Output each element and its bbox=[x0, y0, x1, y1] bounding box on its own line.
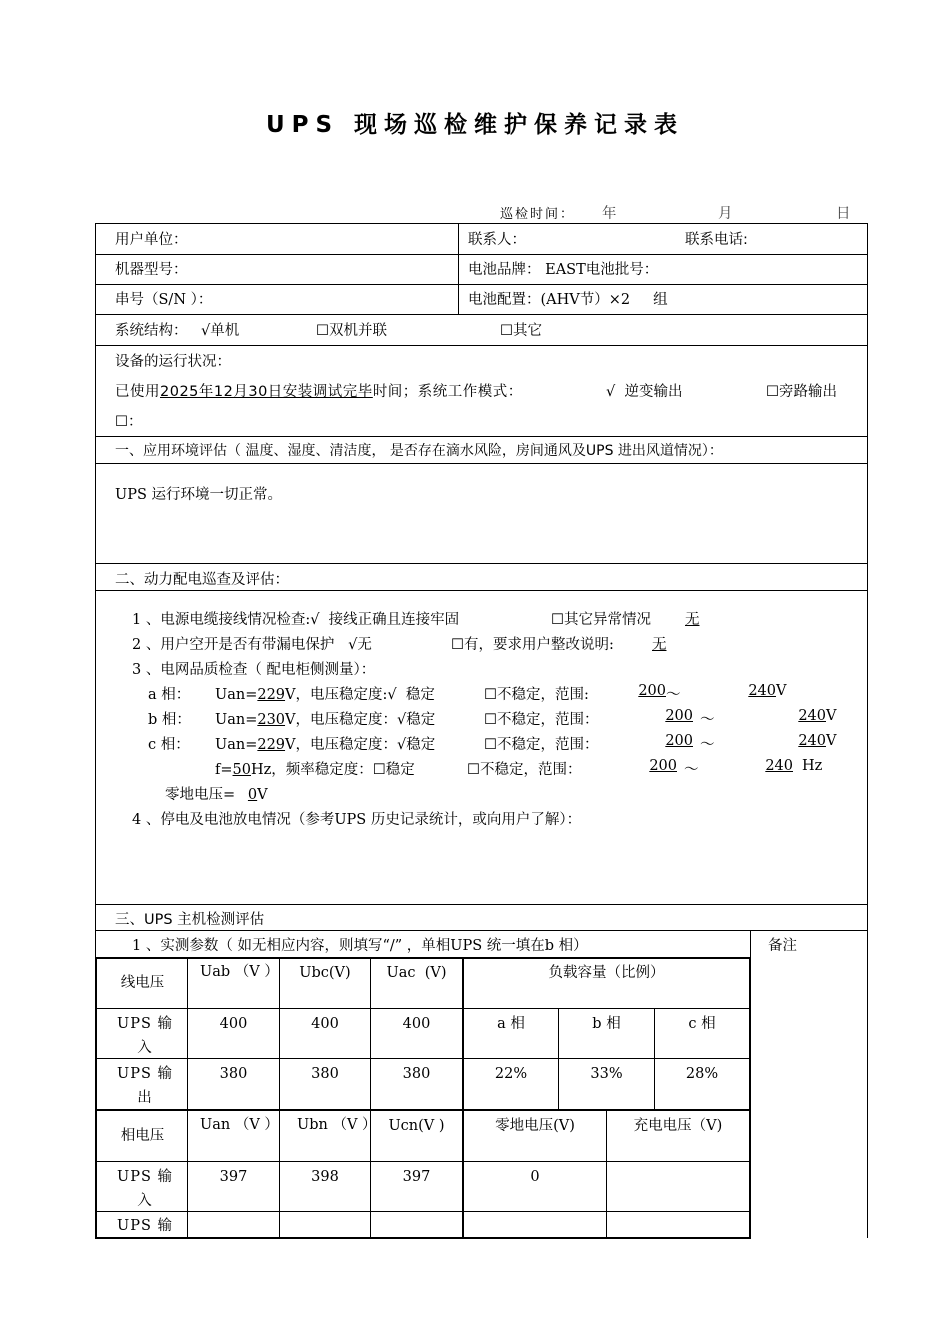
model-label: 机器型号： bbox=[115, 262, 188, 278]
inspect-day: 日 bbox=[836, 206, 851, 222]
status-line bbox=[115, 380, 523, 401]
item3-grid-quality: 3 、电网品质检查（ 配电柜侧测量）： bbox=[132, 662, 376, 678]
phase-b-unstable: ☐不稳定，范围： bbox=[484, 712, 599, 728]
phase-c-unstable: ☐不稳定，范围： bbox=[484, 737, 599, 753]
phase-a-high: 240 bbox=[748, 683, 776, 699]
frequency-high: 240 bbox=[765, 758, 793, 774]
phase-voltage-header: 相电压 bbox=[120, 1128, 165, 1144]
phone-label: 联系电话: bbox=[685, 232, 748, 248]
section3-title: 三、UPS 主机检测评估 bbox=[115, 912, 265, 928]
system-other-option: ☐其它 bbox=[500, 323, 542, 339]
ups-output-phase-label: UPS 输 bbox=[116, 1218, 174, 1234]
charge-voltage-header: 充电电压（V) bbox=[633, 1118, 723, 1134]
ubc-input-value: 400 bbox=[311, 1016, 339, 1032]
phase-a-low: 200 bbox=[638, 683, 666, 699]
frequency-tilde: ～ bbox=[684, 762, 699, 778]
inspect-year: 年 bbox=[602, 206, 617, 222]
phase-b-low: 200 bbox=[665, 708, 693, 724]
ubc-output-value: 380 bbox=[311, 1066, 339, 1082]
ubn-header: Ubn （V ） bbox=[297, 1117, 377, 1133]
neutral-input-value: 0 bbox=[530, 1169, 540, 1185]
frequency-line: f=50Hz，频率稳定度：☐稳定 bbox=[215, 762, 415, 778]
phase-c-high: 240 bbox=[798, 733, 826, 749]
uac-output-value: 380 bbox=[402, 1066, 431, 1082]
load-capacity-header: 负载容量（比例） bbox=[548, 965, 665, 981]
phase-b-uan: Uan=230V，电压稳定度：√稳定 bbox=[215, 712, 436, 728]
system-structure-label: 系统结构： bbox=[115, 323, 188, 339]
system-single-option: √单机 bbox=[201, 323, 240, 339]
system-dual-option: ☐双机并联 bbox=[316, 323, 387, 339]
phase-a-label: a 相： bbox=[148, 687, 191, 703]
load-b-value: 33% bbox=[590, 1066, 623, 1082]
ucn-header: Ucn(V ) bbox=[388, 1118, 445, 1134]
phase-c-label: c 相： bbox=[148, 737, 190, 753]
status-used-date: 2025年12月30日安装调试完毕 bbox=[160, 384, 373, 400]
contact-label: 联系人： bbox=[468, 232, 526, 248]
uab-output-value: 380 bbox=[219, 1066, 248, 1082]
mode-bypass-option: ☐旁路输出 bbox=[766, 384, 837, 400]
serial-label: 串号（S/N ）： bbox=[115, 292, 213, 308]
battery-config-label: 电池配置：(AHV节）×2 组 bbox=[468, 292, 668, 308]
phase-b-header: b 相 bbox=[592, 1016, 621, 1032]
ucn-input-value: 397 bbox=[402, 1169, 431, 1185]
phase-c-low: 200 bbox=[665, 733, 693, 749]
section2-title: 二、动力配电巡查及评估： bbox=[115, 572, 289, 588]
inspect-month: 月 bbox=[718, 206, 733, 222]
frequency-unstable: ☐不稳定，范围： bbox=[467, 762, 582, 778]
line-voltage-header: 线电压 bbox=[120, 975, 165, 991]
load-c-value: 28% bbox=[685, 1066, 719, 1082]
battery-brand-label: 电池品牌： EAST电池批号： bbox=[468, 262, 659, 278]
ups-input-phase-label: UPS 输入 bbox=[116, 1169, 174, 1209]
item4-power-outage: 4 、停电及电池放电情况（参考UPS 历史记录统计，或向用户了解）： bbox=[132, 812, 582, 828]
user-unit-label: 用户单位： bbox=[115, 232, 188, 248]
phase-b-tilde: ～ bbox=[700, 712, 715, 728]
phase-b-high: 240 bbox=[798, 708, 826, 724]
neutral-voltage-header: 零地电压(V) bbox=[495, 1118, 575, 1134]
phase-c-unit: V bbox=[826, 733, 837, 749]
phase-a-unstable: ☐不稳定，范围: bbox=[484, 687, 589, 703]
section1-content: UPS 运行环境一切正常。 bbox=[115, 487, 283, 503]
sec3-item1: 1 、实测参数（ 如无相应内容，则填写“/” ，单相UPS 统一填在b 相） bbox=[132, 938, 588, 954]
status-label: 设备的运行状况： bbox=[115, 354, 231, 370]
item2-yes: ☐有，要求用户整改说明: bbox=[451, 637, 614, 653]
status-used-prefix: 已使用 bbox=[115, 384, 160, 400]
item2-leakage: 2 、用户空开是否有带漏电保护 √无 bbox=[132, 637, 372, 653]
uan-input-value: 397 bbox=[219, 1169, 248, 1185]
page-title: UPS 现场巡检维护保养记录表 bbox=[265, 112, 685, 138]
neutral-voltage-line: 零地电压= 0V bbox=[165, 787, 268, 803]
item1-value: 无 bbox=[685, 612, 700, 628]
ups-input-label: UPS 输入 bbox=[116, 1016, 174, 1056]
phase-b-unit: V bbox=[826, 708, 837, 724]
uab-input-value: 400 bbox=[219, 1016, 248, 1032]
phase-c-header: c 相 bbox=[688, 1016, 716, 1032]
item1-cable-check: 1 、电源电缆接线情况检查:√ 接线正确且连接牢固 bbox=[132, 612, 460, 628]
load-a-value: 22% bbox=[494, 1066, 528, 1082]
phase-b-label: b 相： bbox=[148, 712, 191, 728]
phase-a-tilde: ～ bbox=[666, 687, 681, 703]
item2-value: 无 bbox=[652, 637, 667, 653]
ubc-header: Ubc(V) bbox=[299, 965, 351, 981]
ubn-input-value: 398 bbox=[311, 1169, 339, 1185]
uac-input-value: 400 bbox=[402, 1016, 431, 1032]
status-used-suffix: 时间；系统工作模式： bbox=[372, 384, 523, 400]
frequency-low: 200 bbox=[649, 758, 677, 774]
section1-title: 一、应用环境评估（ 温度、湿度、清洁度， 是否存在滴水风险，房间通风及UPS 进出风道情况）： bbox=[115, 443, 723, 459]
uab-header: Uab （V ） bbox=[200, 964, 279, 980]
phase-a-unit: V bbox=[776, 683, 787, 699]
ups-output-label: UPS 输出 bbox=[116, 1066, 174, 1106]
remark-header: 备注 bbox=[768, 938, 797, 954]
phase-a-header: a 相 bbox=[497, 1016, 525, 1032]
phase-c-tilde: ～ bbox=[700, 737, 715, 753]
item1-other: ☐其它异常情况 bbox=[551, 612, 651, 628]
frequency-unit: Hz bbox=[802, 758, 823, 774]
phase-c-uan: Uan=229V，电压稳定度：√稳定 bbox=[215, 737, 436, 753]
mode-other-option: ☐： bbox=[115, 414, 143, 430]
uan-header: Uan （V ） bbox=[200, 1117, 279, 1133]
mode-inverter-option: √ 逆变输出 bbox=[606, 384, 683, 400]
uac-header: Uac (V) bbox=[386, 965, 447, 981]
inspect-time-label: 巡检时间： bbox=[500, 207, 576, 222]
phase-a-uan: Uan=229V，电压稳定度:√ 稳定 bbox=[215, 687, 435, 703]
